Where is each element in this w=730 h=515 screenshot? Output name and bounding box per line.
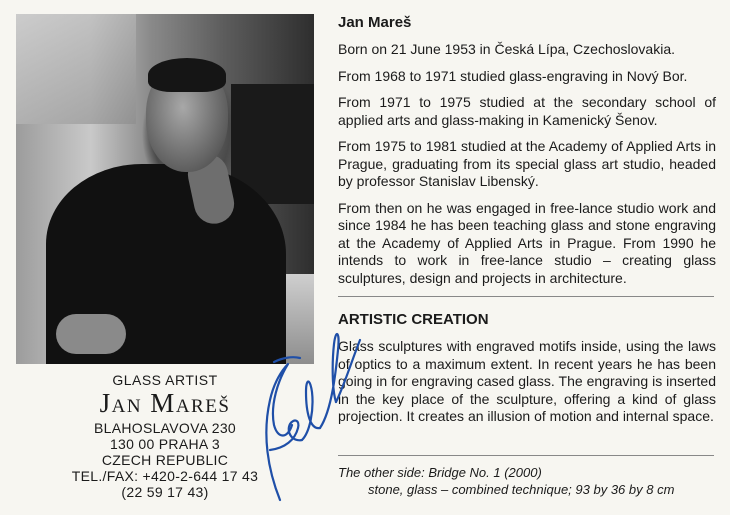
phone-alt: (22 59 17 43) — [121, 484, 209, 500]
address-line-2: 130 00 PRAHA 3 — [109, 436, 221, 452]
artist-portrait-photo — [16, 14, 314, 364]
bio-paragraph: From then on he was engaged in free-lance studio work and since 1984 he has been teaching glass and stone engraving at the Academy of Applied Arts in Prague. From 1990 he intends to work in free-lance studio – creating glass sculptures, design and projects in architecture. — [338, 199, 716, 286]
caption-artist-name: Jan Mareš — [99, 388, 231, 418]
caption-role: GLASS ARTIST — [112, 372, 218, 388]
other-side-title: Bridge No. 1 (2000) — [428, 465, 542, 480]
other-side-details: stone, glass – combined technique; 93 by 36 by 8 cm — [368, 482, 675, 497]
section-divider — [338, 296, 714, 297]
address-line-1: BLAHOSLAVOVA 230 — [93, 420, 237, 436]
phone-fax: TEL./FAX: +420-2-644 17 43 — [71, 468, 259, 484]
footer-divider — [338, 455, 714, 456]
photo-background-artwork — [16, 14, 136, 124]
bio-paragraph: From 1975 to 1981 studied at the Academy of Applied Arts in Prague, graduating from its special glass art studio, headed by professor Stanislav Libenský. — [338, 138, 716, 189]
address-line-3: CZECH REPUBLIC — [101, 452, 229, 468]
bio-paragraph: Born on 21 June 1953 in Česká Lípa, Czechoslovakia. — [338, 41, 675, 57]
other-side-note — [338, 464, 716, 498]
biography — [338, 14, 716, 296]
bio-title: Jan Mareš — [338, 14, 412, 31]
other-side-label: The other side: — [338, 465, 425, 480]
bio-paragraph: From 1971 to 1975 studied at the secondary school of applied arts and glass-making in Kamenický Šenov. — [338, 94, 716, 128]
photo-figure-hand — [56, 314, 126, 354]
photo-figure-hair — [148, 58, 226, 92]
artistic-creation-heading: ARTISTIC CREATION — [338, 311, 489, 328]
bio-paragraph: From 1968 to 1971 studied glass-engraving in Nový Bor. — [338, 67, 688, 84]
artistic-creation-text: Glass sculptures with engraved motifs inside, using the laws of optics to a maximum extent. In recent years he has been going in for engraving cased glass. The engraving is inserted in the key place of the sculpture, offering a kind of glass projection. It creates an illusion of motion and internal space. — [338, 338, 716, 424]
